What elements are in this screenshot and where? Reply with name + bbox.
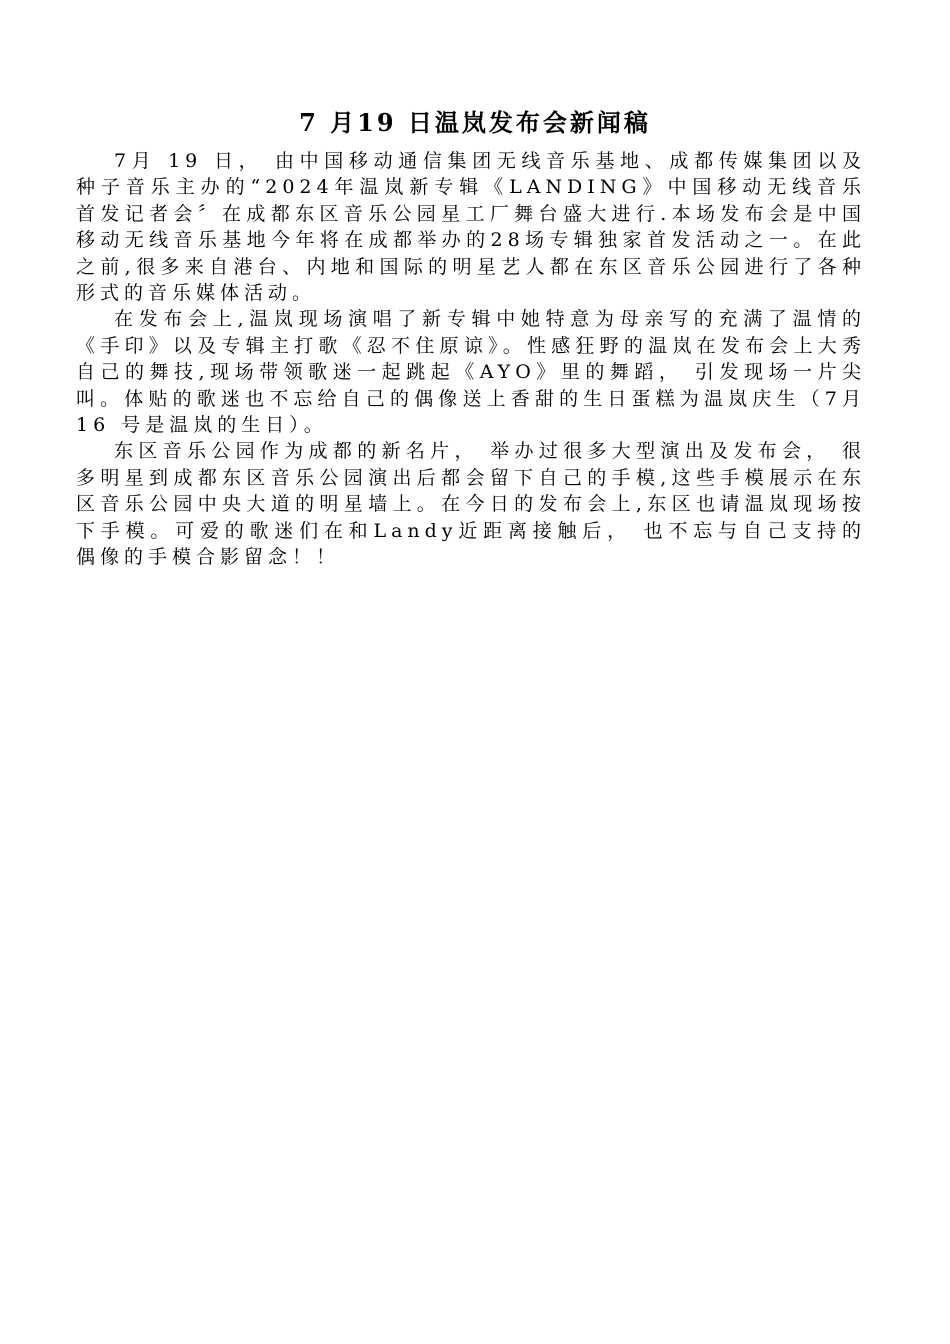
paragraph-1: 7月 19 日， 由中国移动通信集团无线音乐基地、成都传媒集团以及种子音乐主办的“2024年温岚新专辑《LANDING》中国移动无线音乐首发记者会〞在成都东区音乐公园星工厂舞台盛大进行.本场发布会是中国移动无线音乐基地今年将在成都举办的28场专辑独家首发活动之一。在此之前,很多来自港台、内地和国际的明星艺人都在东区音乐公园进行了各种形式的音乐媒体活动。 — [76, 150, 866, 305]
document-title: 7 月19 日温岚发布会新闻稿 — [299, 108, 651, 137]
paragraph-3: 东区音乐公园作为成都的新名片， 举办过很多大型演出及发布会， 很多明星到成都东区音乐公园演出后都会留下自己的手模,这些手模展示在东区音乐公园中央大道的明星墙上。在今日的发布会上,东区也请温岚现场按下手模。可爱的歌迷们在和Landy近距离接触后， 也不忘与自己支持的偶像的手模合影留念！！ — [76, 440, 866, 569]
paragraph-2: 在发布会上,温岚现场演唱了新专辑中她特意为母亲写的充满了温情的《手印》以及专辑主打歌《忍不住原谅》。性感狂野的温岚在发布会上大秀自己的舞技,现场带领歌迷一起跳起《AYO》里的舞蹈， 引发现场一片尖叫。体贴的歌迷也不忘给自己的偶像送上香甜的生日蛋糕为温岚庆生（7月 16 号是温岚的生日）。 — [76, 308, 866, 437]
document-body — [76, 148, 866, 571]
